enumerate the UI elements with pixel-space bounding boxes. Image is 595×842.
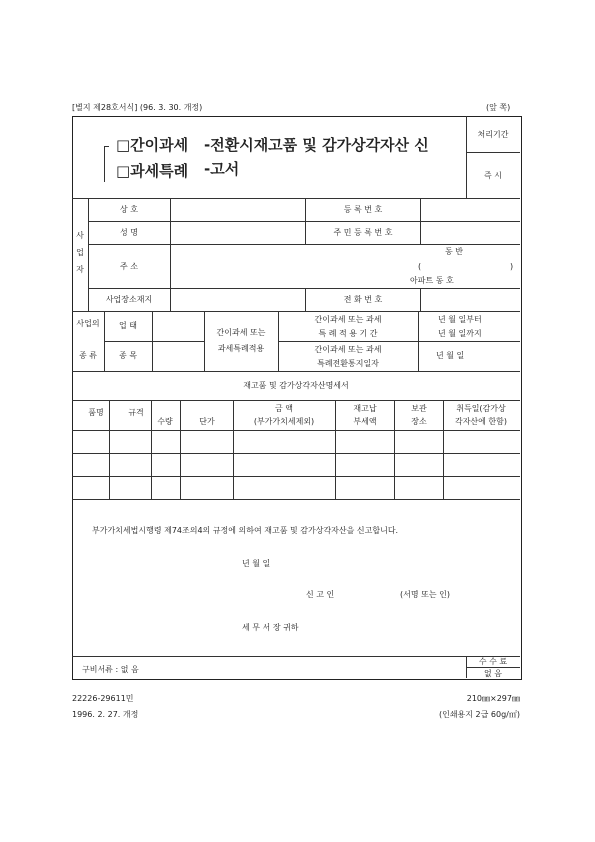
col-spec: 규격 — [128, 408, 144, 417]
business-item-field[interactable] — [153, 342, 203, 370]
business-side-2: 업 — [76, 248, 84, 257]
phone-field[interactable] — [421, 289, 519, 310]
declaration-date[interactable]: 년 월 일 — [242, 559, 271, 568]
location-field[interactable] — [171, 289, 304, 310]
business-side-3: 자 — [76, 265, 84, 274]
paper-spec: (인쇄용지 2급 60g/㎡) — [438, 710, 520, 719]
business-category-field[interactable] — [153, 312, 203, 340]
name-field[interactable] — [171, 222, 304, 243]
fee-label: 수 수 료 — [478, 657, 508, 666]
page-side: (앞 쪽) — [486, 103, 511, 112]
address-field[interactable] — [171, 245, 519, 287]
simplified-tax-checkbox[interactable]: □간이과세 — [116, 136, 189, 154]
address-label: 주 소 — [120, 262, 138, 271]
resident-no-label: 주 민 등 록 번 호 — [333, 228, 393, 237]
fee-value: 없 음 — [484, 669, 502, 678]
inventory-row-3[interactable] — [73, 477, 519, 498]
col-vat-2: 부세액 — [353, 417, 377, 426]
form-title: -전환시재고품 및 감가상각자산 신 — [204, 136, 429, 154]
paper-size: 210㎜×297㎜ — [466, 694, 520, 703]
resident-no-field[interactable] — [421, 222, 519, 243]
notice-label-1: 간이과세 또는 과세 — [314, 345, 382, 354]
applied-label-1: 간이과세 또는 — [216, 328, 266, 337]
revision-date: 1996. 2. 27. 개정 — [72, 710, 139, 719]
col-acquired-2: 각자산에 한함) — [454, 417, 508, 426]
col-storage-2: 장소 — [411, 417, 427, 426]
inventory-row-2[interactable] — [73, 454, 519, 475]
col-quantity: 수량 — [157, 417, 173, 426]
business-category-label: 업 태 — [119, 321, 137, 330]
phone-label: 전 화 번 호 — [343, 295, 383, 304]
address-paren-open: ( — [418, 262, 422, 271]
processing-period-value: 즉 시 — [484, 171, 502, 180]
registration-no-label: 등 록 번 호 — [343, 205, 383, 214]
period-label-2: 특 례 적 용 기 간 — [318, 329, 378, 338]
registration-no-field[interactable] — [421, 199, 519, 220]
inventory-section-title: 재고품 및 감가상각자산명세서 — [243, 381, 349, 390]
name-label: 성 명 — [120, 228, 138, 237]
col-unit-price: 단가 — [199, 417, 215, 426]
reporter-label: 신 고 인 — [306, 590, 335, 599]
inventory-row-1[interactable] — [73, 431, 519, 452]
notice-label-2: 특례전환통지일자 — [317, 359, 379, 368]
col-amount-1: 금 액 — [275, 404, 293, 413]
trade-name-field[interactable] — [171, 199, 304, 220]
business-item-label: 종 목 — [119, 351, 137, 360]
address-paren-close: ) — [510, 262, 514, 271]
form-code: 22226-29611민 — [72, 694, 134, 703]
form-number: [별지 제28호서식] (96. 3. 30. 개정) — [72, 103, 203, 112]
business-side-1: 사 — [76, 231, 84, 240]
period-from[interactable]: 년 월 일부터 — [438, 315, 482, 324]
special-tax-checkbox[interactable]: □과세특례 — [116, 162, 189, 180]
processing-period-label: 처리기간 — [477, 130, 509, 139]
col-storage-1: 보관 — [411, 404, 427, 413]
tax-office-addressee: 세 무 서 장 귀하 — [242, 623, 299, 632]
business-type-side-2: 종 류 — [79, 351, 97, 360]
period-to[interactable]: 년 월 일까지 — [438, 329, 482, 338]
required-documents: 구비서류 : 없 음 — [82, 665, 139, 674]
trade-name-label: 상 호 — [120, 205, 138, 214]
address-apartment: 아파트 동 호 — [410, 276, 454, 285]
location-label: 사업장소재지 — [105, 295, 153, 304]
col-acquired-1: 취득일(감가상 — [456, 404, 506, 413]
applied-label-2: 과세특례적용 — [217, 344, 265, 353]
col-item-name: 품명 — [88, 408, 104, 417]
form-title-cont: -고서 — [204, 160, 240, 178]
col-vat-1: 재고납 — [353, 404, 377, 413]
signature-label[interactable]: (서명 또는 인) — [400, 590, 450, 599]
col-amount-2: (부가가치세제외) — [253, 417, 315, 426]
address-dong-ban: 동 반 — [445, 247, 463, 256]
notice-date[interactable]: 년 월 일 — [436, 351, 465, 360]
declaration-statement: 부가가치세법시행령 제74조의4의 규정에 의하여 재고품 및 감가상각자산을 신고합니다. — [92, 526, 399, 535]
business-type-side-1: 사업의 — [76, 319, 100, 328]
period-label-1: 간이과세 또는 과세 — [314, 315, 382, 324]
